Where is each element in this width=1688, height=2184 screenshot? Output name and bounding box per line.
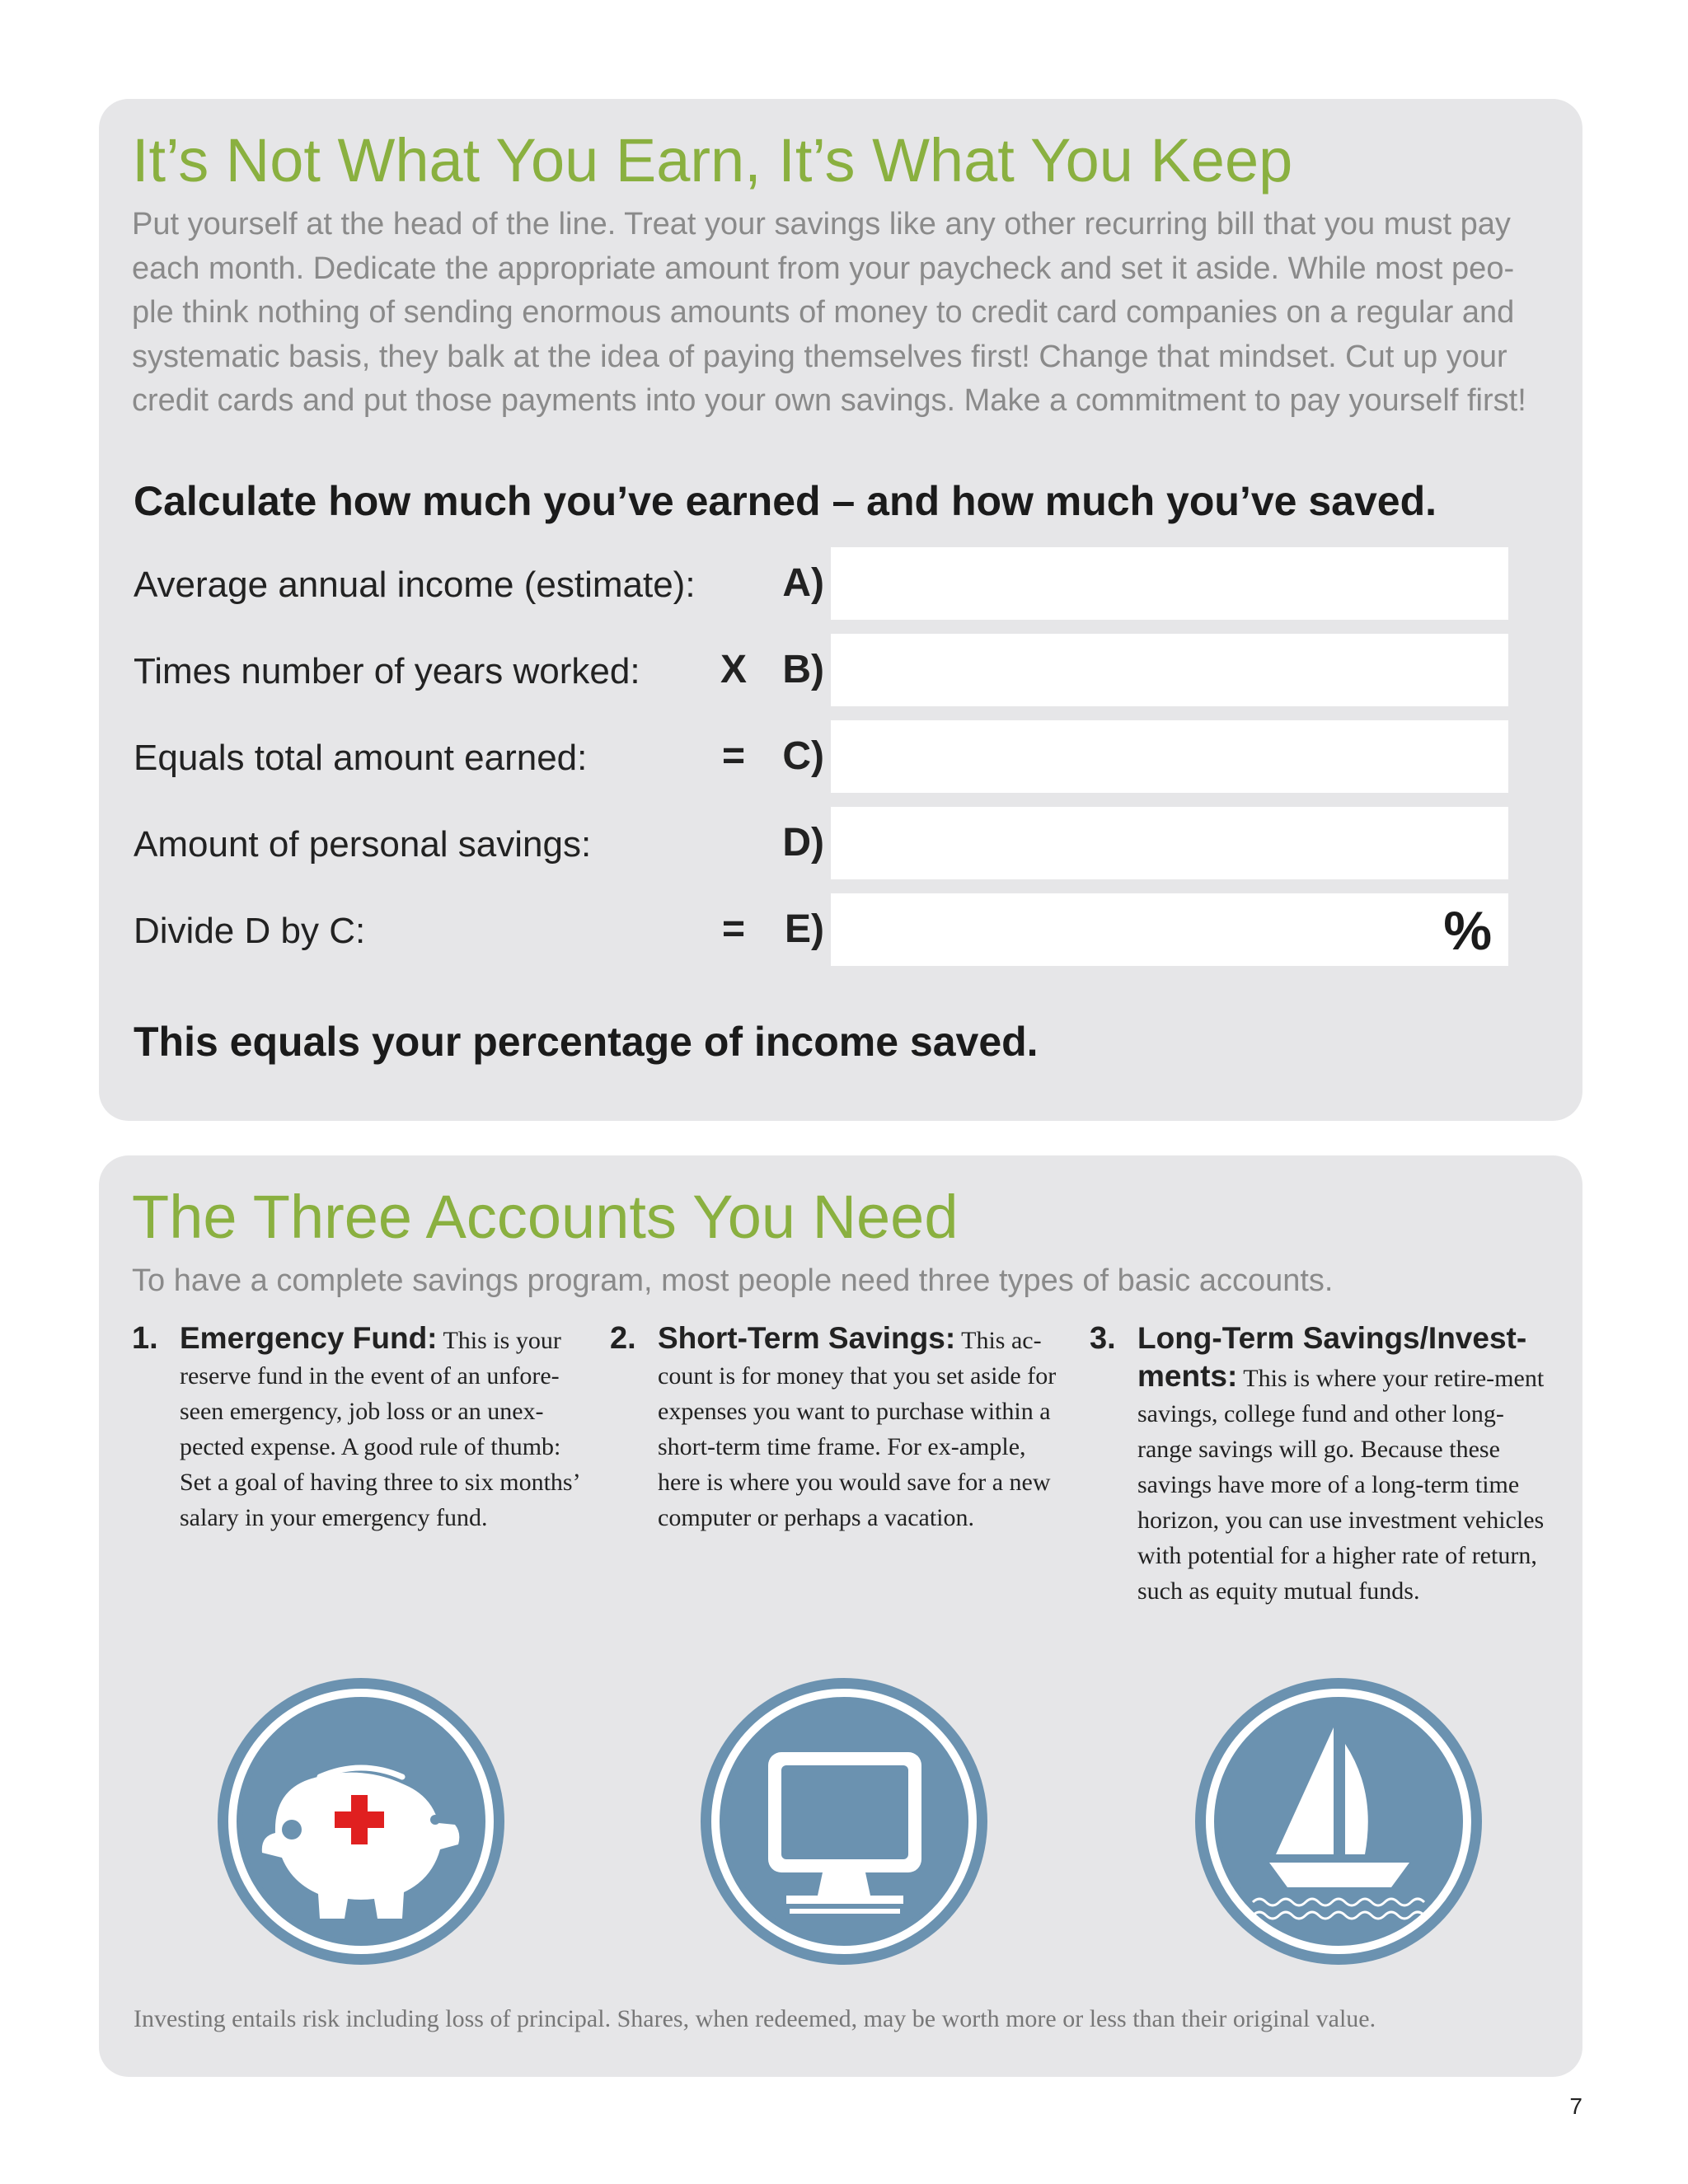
calc-letter-e: E) (785, 907, 824, 951)
account-description (1137, 1320, 1550, 1609)
percent-sign: % (1443, 900, 1492, 961)
calc-operator-b: X (720, 648, 747, 691)
percent-saved-input[interactable] (831, 893, 1508, 966)
earn-keep-intro: Put yourself at the head of the line. Treat your savings like any other recurring bill that you must pay each month. Dedicate the appropriate amount from your paycheck and set it aside. While most peo-ple think nothing of sending enormous amounts of money to credit card companies on a regular and systematic basis, they balk at the idea of paying themselves first! Change that mindset. Cut up your credit cards and put those payments into your own savings. Make a commitment to pay yourself first! (132, 207, 1526, 418)
investment-disclaimer: Investing entails risk including loss of principal. Shares, when redeemed, may be worth more or less than their original value. (134, 2005, 1376, 2032)
account-number: 1. (132, 1321, 158, 1356)
calc-letter-a: A) (782, 561, 824, 605)
computer-monitor-icon (699, 1676, 989, 1966)
account-title: Long-Term Savings/Invest-ments: (1137, 1321, 1527, 1393)
calc-letter-c: C) (782, 734, 824, 778)
calculator-heading: Calculate how much you’ve earned – and how much you’ve saved. (134, 478, 1437, 524)
calc-row-b (99, 634, 1582, 706)
calculator-footer: This equals your percentage of income saved. (134, 1019, 1039, 1065)
calc-row-e (99, 893, 1582, 966)
calc-row-a (99, 547, 1582, 620)
calc-letter-b: B) (782, 648, 824, 691)
calc-operator-c: = (721, 734, 746, 778)
account-number: 2. (610, 1321, 636, 1356)
years-worked-input[interactable] (831, 634, 1508, 706)
three-accounts-intro: To have a complete savings program, most people need three types of basic accounts. (132, 1263, 1334, 1298)
calc-letter-d: D) (782, 821, 824, 865)
calc-label-a: Average annual income (estimate): (134, 565, 696, 605)
calc-row-d (99, 807, 1582, 879)
account-title: Short-Term Savings: (658, 1321, 956, 1355)
account-text: This is your reserve fund in the event of an unfore-seen emergency, job loss or an unex-pected expense. A good rule of thumb: Set a goal of having three to six months’ salary in your emergency fund. (180, 1327, 579, 1531)
three-accounts-panel (99, 1155, 1582, 2077)
account-text: This is where your retire-ment savings, college fund and other long-range savings will go. Because these savings have more of a long-term time horizon, you can use investment vehicles with potential for a higher rate of return, such as equity mutual funds. (1137, 1365, 1545, 1605)
earn-keep-panel (99, 99, 1582, 1121)
account-title: Emergency Fund: (180, 1321, 438, 1355)
account-number: 3. (1090, 1321, 1116, 1356)
section-title-earn-keep: It’s Not What You Earn, It’s What You Keep (132, 126, 1293, 194)
sailboat-icon (1193, 1676, 1484, 1966)
calc-operator-e: = (721, 907, 746, 951)
calc-label-d: Amount of personal savings: (134, 824, 592, 865)
page-number: 7 (1569, 2093, 1582, 2119)
account-text: This ac-count is for money that you set aside for expenses you want to purchase within a short-term time frame. For ex-ample, here is where you would save for a new computer or perhaps a vacation. (658, 1327, 1057, 1531)
account-description (658, 1320, 1070, 1535)
total-earned-input[interactable] (831, 720, 1508, 793)
calc-label-e: Divide D by C: (134, 911, 366, 951)
calc-row-c (99, 720, 1582, 793)
section-title-three-accounts: The Three Accounts You Need (132, 1183, 959, 1251)
piggy-bank-icon (216, 1676, 506, 1966)
calc-label-b: Times number of years worked: (134, 651, 640, 691)
annual-income-input[interactable] (831, 547, 1508, 620)
calc-label-c: Equals total amount earned: (134, 738, 588, 778)
personal-savings-input[interactable] (831, 807, 1508, 879)
account-description (180, 1320, 592, 1535)
